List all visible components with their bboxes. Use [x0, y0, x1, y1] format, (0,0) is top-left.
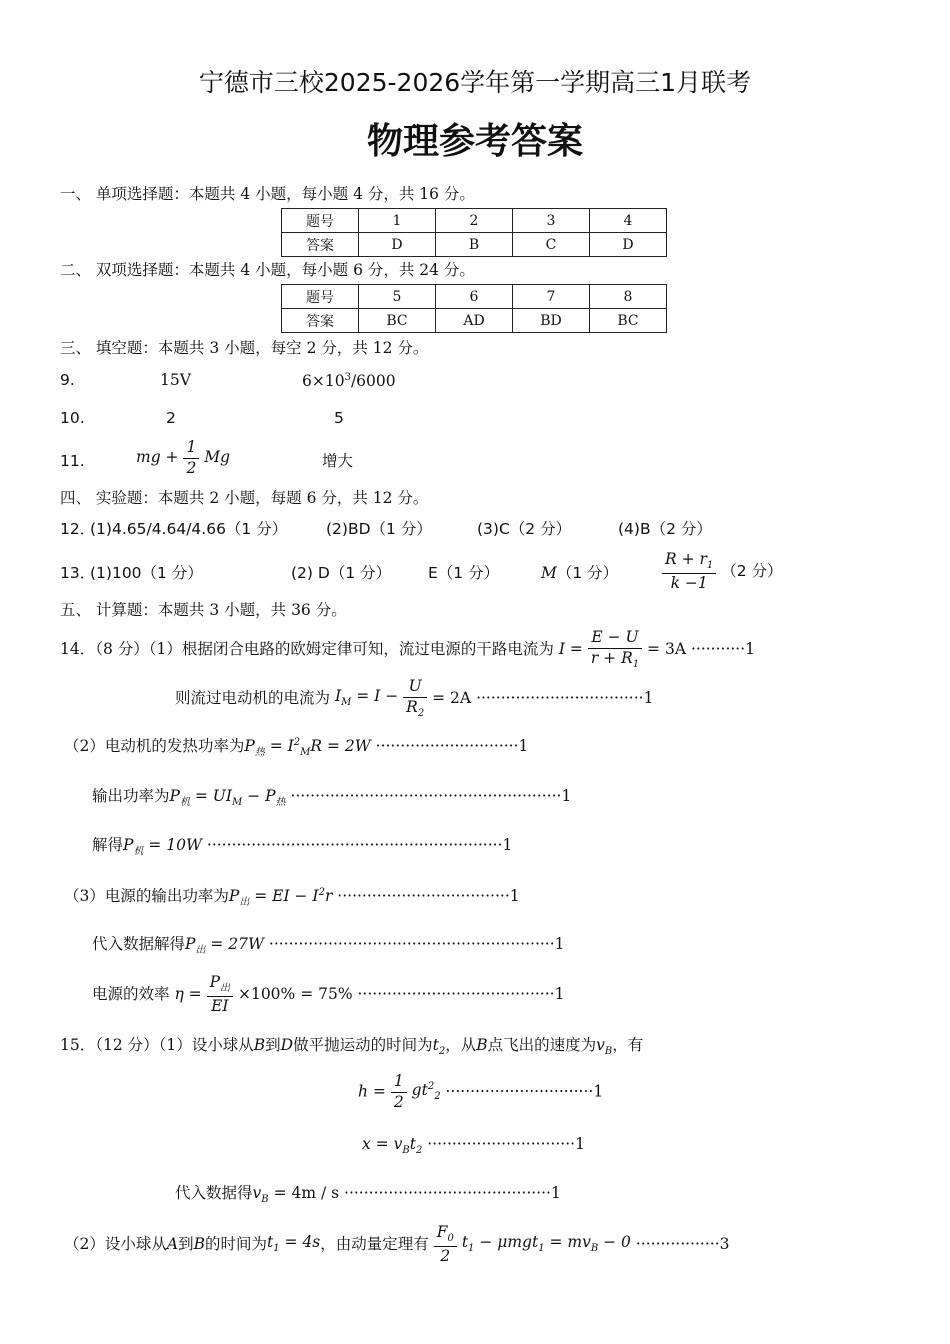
dot-leader: ··································· [337, 887, 510, 906]
eq [362, 1135, 423, 1157]
section2-heading: 二、 双项选择题：本题共 4 小题，每小题 6 分，共 24 分。 [60, 261, 475, 279]
q9-answer-2 [302, 373, 396, 390]
denominator-sub: 1 [632, 658, 640, 670]
row-label: 题号 [282, 285, 359, 309]
eq-p-sub: 出 [239, 897, 250, 909]
eq-sup: 2 [318, 887, 325, 898]
q12-part-3: (3)C（2 分） [477, 520, 572, 538]
eq [169, 787, 286, 809]
eq-p-sub: 热 [254, 747, 265, 759]
q9-answer-2-base: 6×10 [302, 372, 345, 391]
eq-rhs: = 27W [205, 935, 264, 953]
table-row [282, 233, 667, 257]
var-D: D [280, 1036, 294, 1054]
var-t1 [267, 1233, 321, 1255]
score: 1 [502, 836, 513, 854]
eq [185, 935, 264, 957]
question-number: 7 [513, 285, 590, 309]
fraction-numerator: E − U [588, 630, 642, 649]
eq [252, 1184, 269, 1206]
eq-lhs: h = [358, 1082, 386, 1101]
fraction-numerator [434, 1225, 457, 1247]
answer-cell: D [359, 233, 436, 257]
q11-fraction [183, 440, 199, 476]
answer-cell: C [513, 233, 590, 257]
eq-p: P [244, 737, 255, 756]
document-subtitle: 物理参考答案 [366, 120, 583, 162]
eq-rhs: = 4m / s [268, 1184, 340, 1202]
rhs-1: t [461, 1233, 469, 1252]
v-text: v [596, 1036, 605, 1054]
q9-answer-1: 15V [160, 371, 191, 389]
q15-line-3 [362, 1137, 585, 1156]
dot-leader: ····························· [375, 737, 519, 756]
eq-lhs: η = [174, 985, 202, 1004]
eq-p-sub: 机 [133, 846, 144, 858]
eq-rhs: t [409, 1135, 416, 1153]
answer-cell: BD [513, 309, 590, 333]
fraction-denominator: EI [211, 997, 229, 1016]
dot-leader: ·································· [476, 689, 644, 708]
answer-cell: BC [590, 309, 667, 333]
q13-fraction [662, 552, 716, 592]
q13-part-5-score: （2 分） [721, 561, 783, 580]
q13-part-3: E（1 分） [428, 564, 500, 582]
question-number: 2 [436, 209, 513, 233]
denominator-text: r + R [590, 648, 633, 667]
eq-v-sub: B [261, 1194, 269, 1206]
dot-leader: ········································ [357, 985, 555, 1004]
q15-line-2 [358, 1074, 603, 1110]
q10-answer-1: 2 [166, 409, 176, 427]
rhs-1-sub: 1 [468, 1243, 475, 1255]
eq-rhs-sub: 2 [415, 1145, 423, 1157]
line-text: 14．（8 分）（1）根据闭合电路的欧姆定律可知，流过电源的干路电流为 [60, 640, 554, 659]
rhs-sup: 2 [427, 1080, 435, 1092]
fraction-numerator [662, 552, 716, 574]
eq-lhs [334, 687, 399, 709]
dot-leader: ·········································· [344, 1184, 551, 1202]
section5-heading: 五、 计算题：本题共 3 小题，共 36 分。 [60, 601, 347, 619]
fraction-numerator: U [403, 679, 427, 698]
score: 1 [554, 935, 565, 953]
line-text: 则流过电动机的电流为 [175, 689, 331, 708]
eq-p: P [185, 935, 196, 953]
v-sub: B [604, 1046, 613, 1058]
q14-line-5 [92, 838, 512, 857]
numerator-text: F [436, 1223, 448, 1241]
score: 1 [554, 985, 565, 1004]
eq-p: P [169, 787, 180, 805]
line-text: 代入数据解得 [92, 935, 186, 953]
denominator-sub: 2 [417, 707, 425, 719]
score: 1 [518, 737, 529, 756]
eq-mid: = I [264, 737, 294, 756]
denominator-text: R [406, 697, 418, 716]
numerator-text: R + r [665, 550, 707, 568]
fraction-denominator [588, 649, 642, 670]
eq-rhs: = 10W [143, 836, 202, 854]
text-1: 15．（12 分）（1）设小球从 [60, 1036, 254, 1054]
eq-lhs: x = v [362, 1135, 403, 1153]
var-B: B [476, 1036, 488, 1054]
q13-part-1: (1)100（1 分） [90, 564, 203, 582]
q13-var-M: M [541, 564, 557, 582]
eq-sub: M [300, 747, 311, 759]
q12-part-2: (2)BD（1 分） [326, 520, 432, 538]
eq-fraction [207, 975, 233, 1015]
question-number: 6 [436, 285, 513, 309]
eq-p-sub: 机 [179, 797, 190, 809]
dot-leader: ······························ [445, 1082, 594, 1101]
eq-rhs [411, 1080, 441, 1103]
eq-lhs-sub: B [402, 1145, 410, 1157]
q13-part-4 [541, 566, 618, 582]
fraction-numerator [207, 975, 233, 997]
eq [228, 887, 333, 909]
line-text: 解得 [92, 836, 124, 854]
dot-leader: ······························ [427, 1135, 576, 1153]
question-number: 4 [590, 209, 667, 233]
row-label: 答案 [282, 233, 359, 257]
q9-answer-2-rest: /6000 [350, 372, 396, 391]
table-row [282, 309, 667, 333]
score: 1 [561, 787, 572, 805]
numerator-text: P [209, 973, 221, 991]
answer-cell: AD [436, 309, 513, 333]
eq-p-sub: 出 [195, 945, 206, 957]
line-text: 代入数据得 [175, 1184, 253, 1202]
numerator-sub: 1 [706, 560, 714, 572]
table-row [282, 209, 667, 233]
q10-answer-2: 5 [334, 409, 344, 427]
question-number: 3 [513, 209, 590, 233]
rhs-3-sub: B [590, 1243, 599, 1255]
t-sub: 1 [273, 1243, 280, 1255]
q13-part-5 [662, 552, 783, 592]
row-label: 题号 [282, 209, 359, 233]
row-label: 答案 [282, 309, 359, 333]
dot-leader: ················· [635, 1235, 720, 1254]
lhs-sub: M [341, 697, 352, 709]
text-3: 的时间为 [204, 1235, 267, 1254]
question-number: 5 [359, 285, 436, 309]
text-2: 到 [178, 1235, 194, 1254]
rhs-3: = mv [544, 1233, 591, 1252]
dot-leader: ·························································· [268, 935, 555, 953]
q11-number: 11. [60, 452, 85, 470]
lhs-mid: = I − [351, 687, 399, 706]
dot-leader: ··········· [690, 640, 746, 659]
fraction-numerator: 1 [391, 1074, 407, 1093]
q10-number: 10. [60, 409, 85, 427]
score: 1 [643, 689, 654, 708]
score: 3 [719, 1235, 730, 1254]
q11-term-Mg: Mg [204, 448, 231, 466]
section4-heading: 四、 实验题：本题共 2 小题，每题 6 分，共 12 分。 [60, 489, 429, 507]
line-text: 电源的效率 [92, 985, 170, 1004]
eq-rhs: = 3A [647, 640, 687, 659]
var-t2 [432, 1036, 446, 1058]
eq-rhs: R = 2W [310, 737, 371, 756]
lhs-text: I [334, 687, 342, 706]
q14-line-2 [175, 679, 653, 719]
fraction-denominator [403, 698, 427, 719]
eq-lhs: I = [558, 640, 583, 659]
var-vB [596, 1036, 613, 1058]
q14-line-8 [92, 975, 564, 1015]
text-2: 到 [265, 1036, 281, 1054]
q9-number: 9. [60, 371, 75, 389]
score: 1 [550, 1184, 561, 1202]
line-text: （2）电动机的发热功率为 [64, 737, 245, 756]
q12-part-1: (1)4.65/4.64/4.66（1 分） [90, 520, 288, 538]
var-B: B [193, 1235, 205, 1254]
text-4: ，由动量定理有 [320, 1235, 429, 1254]
var-A: A [166, 1235, 179, 1254]
eq [123, 836, 202, 858]
section3-heading: 三、 填空题：本题共 3 小题，每空 2 分，共 12 分。 [60, 339, 429, 357]
answer-cell: B [436, 233, 513, 257]
text-4: ，从 [445, 1036, 477, 1054]
rhs-text: gt [411, 1081, 428, 1100]
q14-line-4 [92, 789, 571, 808]
line-text: 输出功率为 [92, 787, 170, 805]
q15-line-1 [60, 1038, 643, 1057]
score: 1 [745, 640, 756, 659]
q13-part-4-score: （1 分） [556, 564, 619, 582]
eq-fraction [434, 1225, 457, 1265]
eq-sup: 2 [293, 737, 301, 748]
t-val: = 4s [279, 1233, 321, 1252]
numerator-sub: 0 [447, 1233, 454, 1245]
eq-p: P [123, 836, 134, 854]
rhs-sub: 2 [434, 1091, 441, 1103]
q11-answer-1 [136, 440, 230, 476]
text-1: （2）设小球从 [64, 1235, 167, 1254]
eq-rhs: − P [242, 787, 276, 805]
eq-fraction [588, 630, 642, 670]
q14-line-3 [64, 738, 528, 758]
fraction-denominator: k −1 [670, 574, 708, 593]
var-B: B [253, 1036, 266, 1054]
eq-rhs: ×100% = 75% [237, 985, 353, 1004]
section1-answer-table [281, 208, 667, 257]
table-row [282, 285, 667, 309]
eq-end: r [324, 887, 333, 906]
rhs-2-sub: 1 [538, 1243, 545, 1255]
q15-line-4 [175, 1186, 561, 1205]
q11-answer-2: 增大 [322, 452, 354, 470]
q9-answer-2-exp: 3 [344, 372, 351, 383]
q13-part-2: (2) D（1 分） [291, 564, 392, 582]
eq-fraction [403, 679, 427, 719]
answer-cell: BC [359, 309, 436, 333]
eq-p: P [228, 887, 240, 906]
fraction-numerator: 1 [183, 440, 199, 459]
eq [244, 737, 371, 759]
t-text: t [267, 1233, 274, 1252]
q13-number: 13． [60, 564, 96, 582]
dot-leader: ······················································· [290, 787, 562, 805]
eq-rhs: = EI − I [249, 887, 319, 906]
eq-fraction [391, 1074, 407, 1110]
dot-leader: ···························································· [206, 836, 503, 854]
question-number: 8 [590, 285, 667, 309]
score: 1 [509, 887, 520, 906]
q14-line-7 [92, 937, 565, 956]
q12-part-4: (4)B（2 分） [618, 520, 712, 538]
eq-v: v [252, 1184, 262, 1202]
fraction-denominator: 2 [186, 458, 197, 477]
q15-line-5 [64, 1225, 730, 1265]
score: 1 [593, 1082, 604, 1101]
question-number: 1 [359, 209, 436, 233]
t-text: t [432, 1036, 439, 1054]
rhs-2: − μmgt [474, 1233, 539, 1252]
q11-term-mg: mg + [136, 448, 179, 466]
answer-cell: D [590, 233, 667, 257]
exam-title: 宁德市三校2025-2026学年第一学期高三1月联考 [198, 68, 752, 97]
eq-mid: = UI [189, 787, 232, 805]
section2-answer-table [281, 284, 667, 333]
text-5: 点飞出的速度为 [487, 1036, 597, 1054]
fraction-denominator: 2 [393, 1092, 404, 1111]
line-text: （3）电源的输出功率为 [64, 887, 229, 906]
rhs-4: − 0 [598, 1233, 631, 1252]
text-6: ，有 [612, 1036, 644, 1054]
eq-rhs [461, 1233, 631, 1255]
q14-line-1 [60, 630, 755, 670]
t-sub: 2 [438, 1046, 446, 1058]
q14-line-6 [64, 888, 520, 908]
q12-number: 12． [60, 520, 96, 538]
section1-heading: 一、 单项选择题：本题共 4 小题，每小题 4 分，共 16 分。 [60, 185, 475, 203]
eq-sub: M [231, 797, 243, 809]
numerator-sub: 出 [220, 983, 231, 995]
eq-rhs-sub: 热 [275, 797, 286, 809]
text-3: 做平抛运动的时间为 [293, 1036, 433, 1054]
fraction-denominator: 2 [440, 1247, 451, 1266]
score: 1 [575, 1135, 585, 1153]
eq-rhs: = 2A [432, 689, 472, 708]
